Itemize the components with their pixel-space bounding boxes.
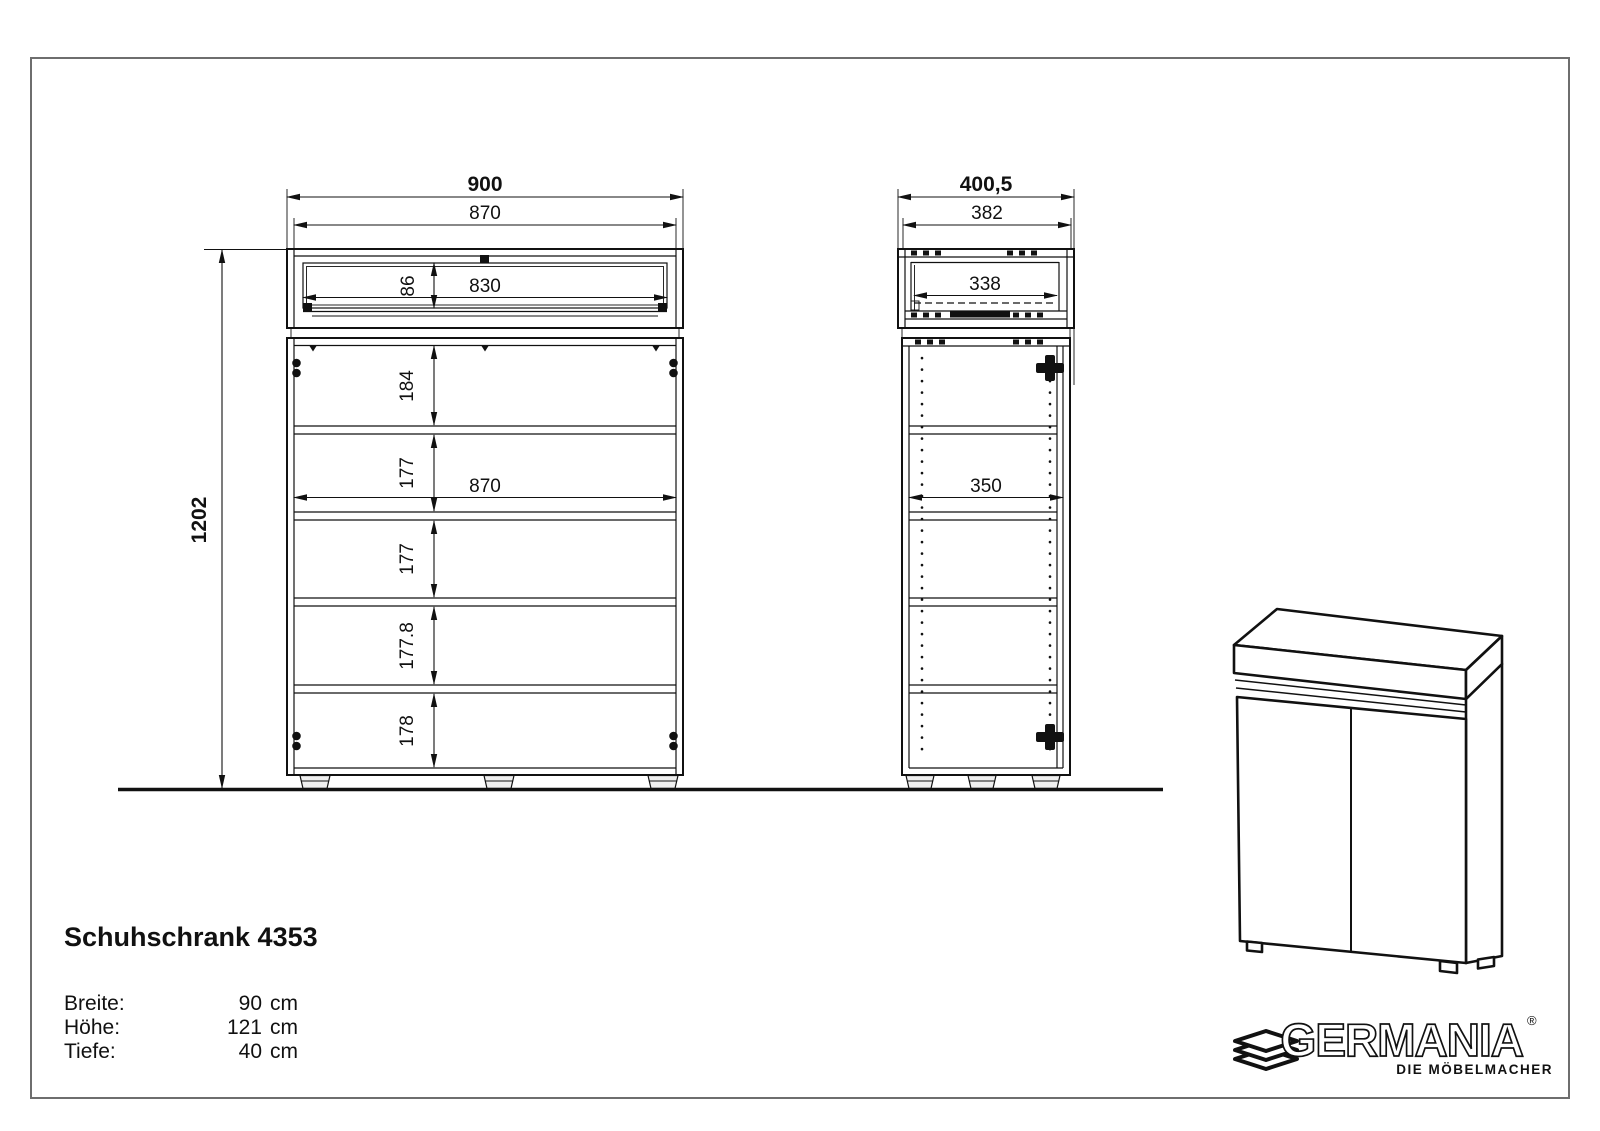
product-title: Schuhschrank 4353 — [64, 922, 318, 952]
brand-tagline: DIE MÖBELMACHER — [1396, 1062, 1553, 1077]
side-body-top-marks — [915, 340, 1043, 345]
front-view — [188, 173, 683, 789]
dim-front-overall-width: 900 — [467, 173, 503, 196]
spec-label: Höhe: — [64, 1016, 121, 1039]
spec-label: Tiefe: — [64, 1040, 116, 1063]
front-compartment-dims — [397, 346, 434, 767]
spec-unit: cm — [270, 1016, 298, 1039]
dim-front-overall-height: 1202 — [188, 496, 211, 544]
spec-unit: cm — [270, 992, 298, 1015]
spec-label: Breite: — [64, 992, 125, 1015]
brand-logo — [1213, 993, 1563, 1088]
side-feet — [906, 776, 1060, 789]
front-hinges — [292, 359, 678, 751]
side-view — [898, 173, 1074, 789]
front-shelves — [294, 426, 676, 693]
dim-front-top-inner-width: 870 — [469, 203, 501, 224]
perspective-view — [1234, 609, 1502, 973]
dim-compartment-4: 177.8 — [397, 622, 418, 670]
registered-mark: ® — [1527, 1013, 1537, 1028]
dim-side-shelf-depth: 350 — [970, 476, 1002, 497]
spec-row-hoehe — [64, 1016, 298, 1040]
brand-name: GERMANIA — [1280, 1014, 1523, 1066]
dim-front-interior-width: 870 — [469, 476, 501, 497]
dim-compartment-2: 177 — [397, 457, 418, 489]
dim-side-overall-depth: 400,5 — [959, 173, 1013, 196]
spec-value: 121 — [226, 1016, 262, 1039]
dim-front-drawer-opening-height: 86 — [398, 275, 419, 297]
spec-table — [64, 992, 298, 1064]
dim-front-drawer-opening-width: 830 — [469, 276, 501, 297]
side-shelves — [909, 426, 1057, 693]
dim-side-body-depth: 382 — [971, 203, 1003, 224]
spec-row-breite — [64, 992, 298, 1016]
side-drawer-top-marks — [911, 251, 1037, 256]
dim-compartment-3: 177 — [397, 543, 418, 575]
spec-unit: cm — [270, 1040, 298, 1063]
front-feet — [300, 776, 678, 789]
dim-side-drawer-inner-depth: 338 — [969, 274, 1001, 295]
spec-value: 40 — [238, 1040, 262, 1063]
spec-value: 90 — [238, 992, 262, 1015]
dim-compartment-5: 178 — [397, 715, 418, 747]
dim-compartment-1: 184 — [397, 370, 418, 402]
spec-row-tiefe — [64, 1040, 298, 1064]
